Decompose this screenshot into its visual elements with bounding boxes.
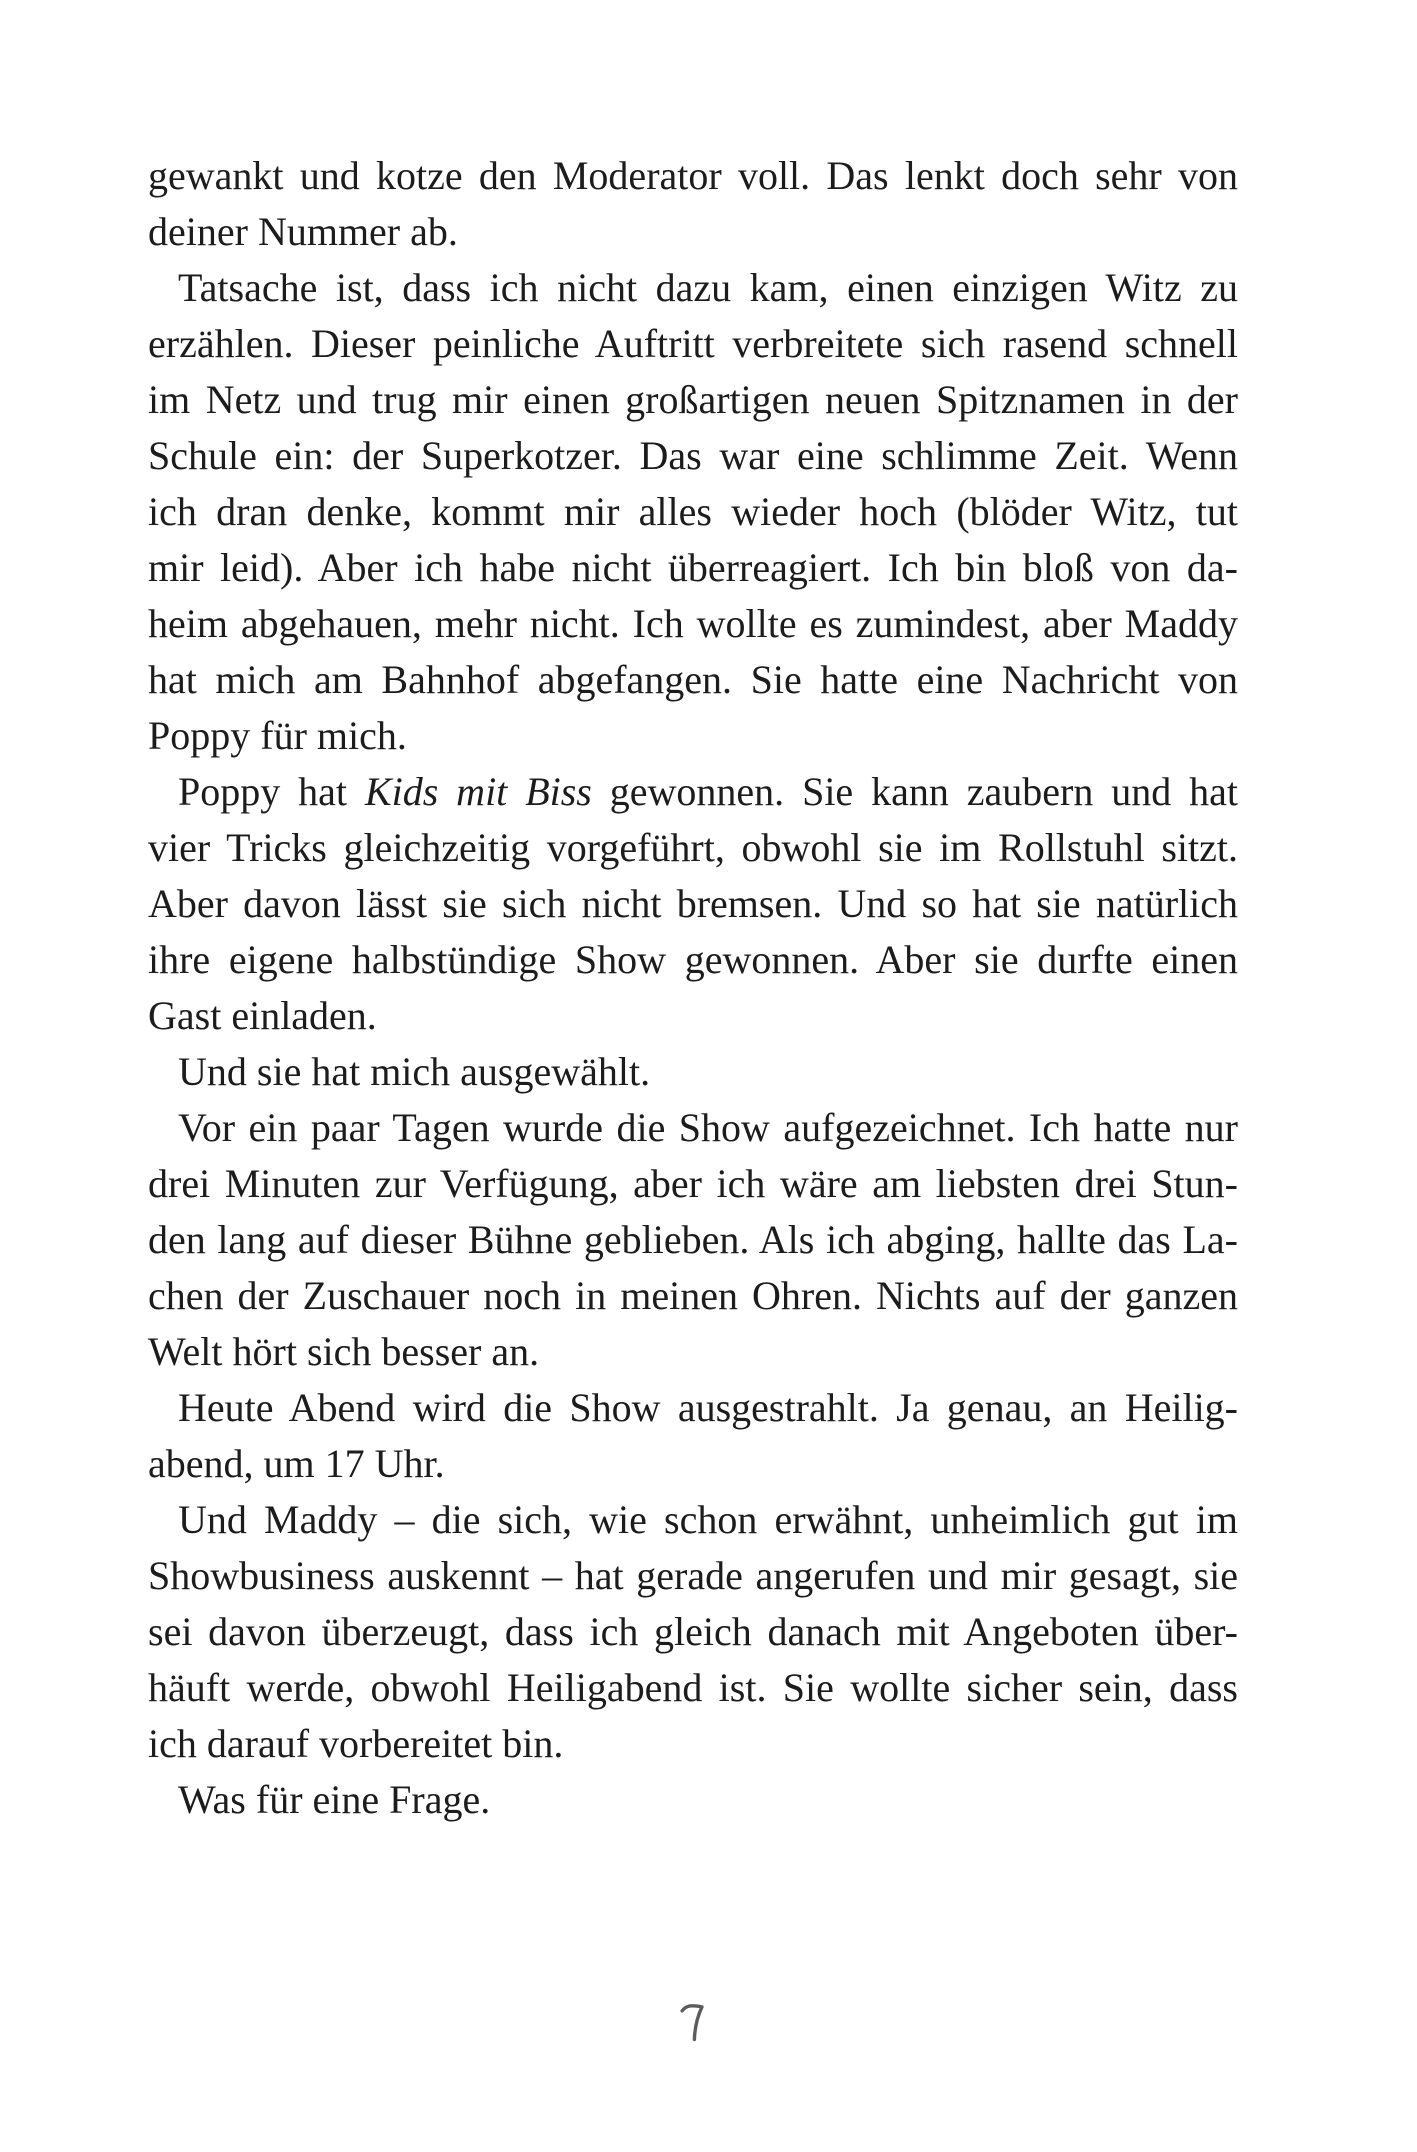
paragraph: [148, 1100, 1238, 1380]
text-line: [148, 1380, 1238, 1436]
text-segment: Und Maddy – die sich, wie schon erwähnt, unheimlich gut im: [178, 1497, 1238, 1542]
text-line: [148, 1548, 1238, 1604]
text-line: [148, 708, 1238, 764]
text-segment: mir leid). Aber ich habe nicht überreagiert. Ich bin bloß von da-: [148, 545, 1238, 590]
text-line: [148, 204, 1238, 260]
text-line: [148, 260, 1238, 316]
text-line: [148, 1716, 1238, 1772]
text-segment: Was für eine Frage.: [178, 1777, 491, 1822]
text-segment: Tatsache ist, dass ich nicht dazu kam, einen einzigen Witz zu: [178, 265, 1238, 310]
paragraph: [148, 1772, 1238, 1828]
paragraph: [148, 764, 1238, 1044]
text-line: [148, 596, 1238, 652]
text-segment: deiner Nummer ab.: [148, 209, 458, 254]
text-line: [148, 1772, 1238, 1828]
text-segment: Und sie hat mich ausgewählt.: [178, 1049, 651, 1094]
text-line: [148, 932, 1238, 988]
text-line: [148, 1660, 1238, 1716]
text-line: [148, 1212, 1238, 1268]
paragraph: [148, 1492, 1238, 1772]
page-number-row: [148, 2002, 1238, 2042]
text-segment: Showbusiness auskennt – hat gerade angerufen und mir gesagt, sie: [148, 1553, 1238, 1598]
text-line: [148, 1492, 1238, 1548]
text-line: [148, 1268, 1238, 1324]
text-segment: ihre eigene halbstündige Show gewonnen. Aber sie durfte einen: [148, 937, 1238, 982]
text-line: [148, 1324, 1238, 1380]
text-segment: Gast einladen.: [148, 993, 377, 1038]
text-line: [148, 1156, 1238, 1212]
text-segment: vier Tricks gleichzeitig vorgeführt, obwohl sie im Rollstuhl sitzt.: [148, 825, 1238, 870]
text-segment: heim abgehauen, mehr nicht. Ich wollte es zumindest, aber Maddy: [148, 601, 1238, 646]
text-segment: chen der Zuschauer noch in meinen Ohren. Nichts auf der ganzen: [148, 1273, 1238, 1318]
show-title-italic: Kids mit Biss: [364, 769, 592, 814]
text-segment: erzählen. Dieser peinliche Auftritt verbreitete sich rasend schnell: [148, 321, 1238, 366]
text-segment: im Netz und trug mir einen großartigen neuen Spitznamen in der: [148, 377, 1238, 422]
text-segment: Schule ein: der Superkotzer. Das war eine schlimme Zeit. Wenn: [148, 433, 1238, 478]
text-segment: Welt hört sich besser an.: [148, 1329, 540, 1374]
text-segment: Poppy für mich.: [148, 713, 407, 758]
text-block: [148, 148, 1238, 1828]
paragraph: [148, 260, 1238, 764]
text-line: [148, 1604, 1238, 1660]
page-number-glyph: [679, 2002, 706, 2043]
text-segment: drei Minuten zur Verfügung, aber ich wäre am liebsten drei Stun-: [148, 1161, 1238, 1206]
paragraph: [148, 1044, 1238, 1100]
paragraph: [148, 1380, 1238, 1492]
text-line: [148, 148, 1238, 204]
text-line: [148, 876, 1238, 932]
text-line: [148, 372, 1238, 428]
text-segment: Poppy hat: [178, 769, 365, 814]
text-segment: häuft werde, obwohl Heiligabend ist. Sie wollte sicher sein, dass: [148, 1665, 1238, 1710]
text-segment: ich darauf vorbereitet bin.: [148, 1721, 564, 1766]
text-segment: sei davon überzeugt, dass ich gleich danach mit Angeboten über-: [148, 1609, 1238, 1654]
text-segment: gewonnen. Sie kann zaubern und hat: [591, 769, 1238, 814]
text-line: [148, 764, 1238, 820]
text-segment: ich dran denke, kommt mir alles wieder hoch (blöder Witz, tut: [148, 489, 1238, 534]
text-line: [148, 484, 1238, 540]
text-line: [148, 820, 1238, 876]
text-line: [148, 1100, 1238, 1156]
text-line: [148, 988, 1238, 1044]
text-segment: den lang auf dieser Bühne geblieben. Als ich abging, hallte das La-: [148, 1217, 1238, 1262]
text-segment: Aber davon lässt sie sich nicht bremsen. Und so hat sie natürlich: [148, 881, 1238, 926]
text-line: [148, 1436, 1238, 1492]
text-segment: abend, um 17 Uhr.: [148, 1441, 445, 1486]
text-segment: Vor ein paar Tagen wurde die Show aufgezeichnet. Ich hatte nur: [178, 1105, 1238, 1150]
text-line: [148, 1044, 1238, 1100]
text-segment: hat mich am Bahnhof abgefangen. Sie hatte eine Nachricht von: [148, 657, 1238, 702]
text-segment: gewankt und kotze den Moderator voll. Das lenkt doch sehr von: [148, 153, 1238, 198]
text-line: [148, 652, 1238, 708]
text-line: [148, 428, 1238, 484]
text-segment: Heute Abend wird die Show ausgestrahlt. Ja genau, an Heilig-: [178, 1385, 1238, 1430]
text-line: [148, 540, 1238, 596]
text-line: [148, 316, 1238, 372]
paragraph: [148, 148, 1238, 260]
